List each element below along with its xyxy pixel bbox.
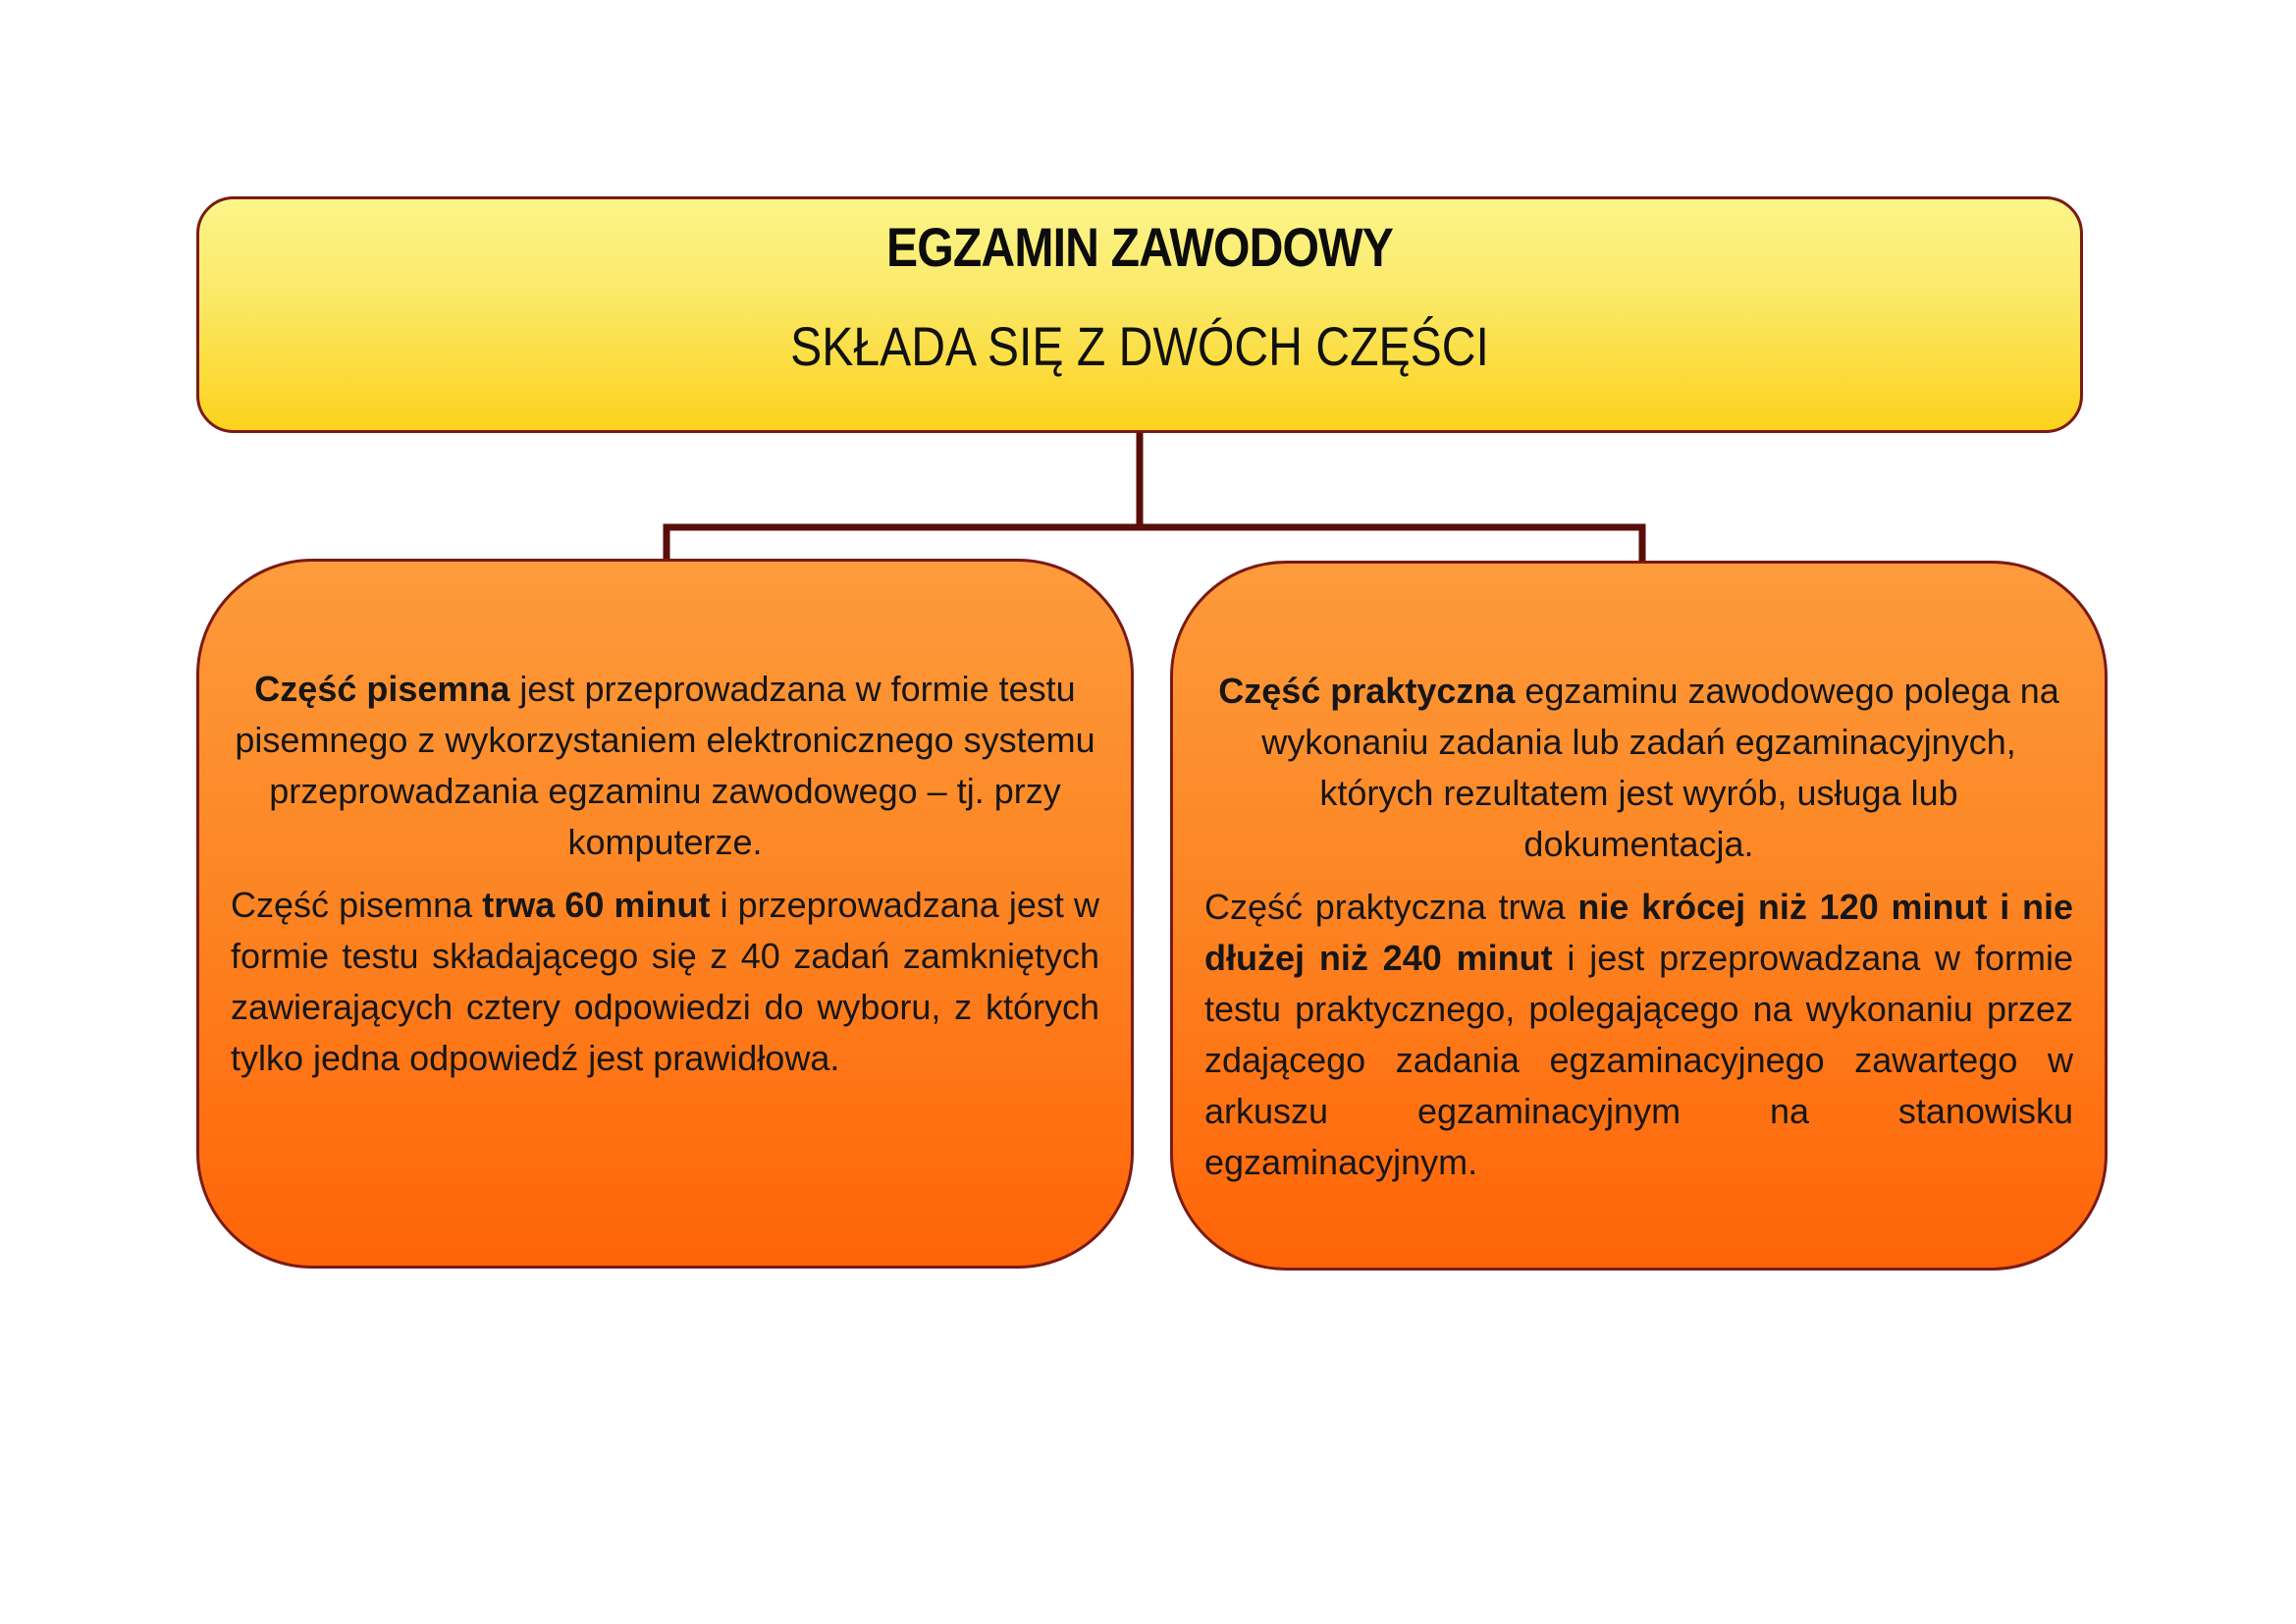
written-part-intro xyxy=(231,664,1099,868)
exam-title: EGZAMIN ZAWODOWY xyxy=(886,216,1393,278)
written-part-box xyxy=(196,559,1134,1269)
practical-part-duration: nie krócej niż 120 minut i nie dłużej niż 240 minut xyxy=(1204,887,2073,978)
written-part-intro-rest: jest przeprowadzana w formie testu pisemnego z wykorzystaniem elektronicznego systemu przeprowadzania egzaminu zawodowego – tj. przy komputerze. xyxy=(235,669,1095,862)
practical-part-detail xyxy=(1204,882,2073,1188)
written-part-detail-before: Część pisemna xyxy=(231,885,483,925)
practical-part-box xyxy=(1170,561,2108,1271)
written-part-detail-after: i przeprowadzana jest w formie testu składającego się z 40 zadań zamkniętych zawierających cztery odpowiedzi do wyboru, z których tylko jedna odpowiedź jest prawidłowa. xyxy=(231,885,1099,1078)
written-part-intro-bold: Część pisemna xyxy=(254,669,510,709)
exam-header-box xyxy=(196,196,2083,433)
written-part-detail xyxy=(231,880,1099,1084)
practical-part-detail-before: Część praktyczna trwa xyxy=(1204,887,1578,927)
practical-part-detail-after: i jest przeprowadzana w formie testu praktycznego, polegającego na wykonaniu przez zdającego zadania egzaminacyjnego zawartego w arkuszu egzaminacyjnym na stanowisku egzaminacyjnym. xyxy=(1204,938,2073,1182)
written-part-text xyxy=(231,664,1099,1084)
practical-part-intro-bold: Część praktyczna xyxy=(1218,671,1516,711)
practical-part-intro xyxy=(1204,666,2073,870)
connector-branch xyxy=(667,527,1642,561)
practical-part-text xyxy=(1204,666,2073,1188)
written-part-duration: trwa 60 minut xyxy=(482,885,711,925)
practical-part-intro-rest: egzaminu zawodowego polega na wykonaniu zadania lub zadań egzaminacyjnych, których rezultatem jest wyrób, usługa lub dokumentacja. xyxy=(1261,671,2059,864)
exam-subtitle: SKŁADA SIĘ Z DWÓCH CZĘŚCI xyxy=(790,315,1489,377)
